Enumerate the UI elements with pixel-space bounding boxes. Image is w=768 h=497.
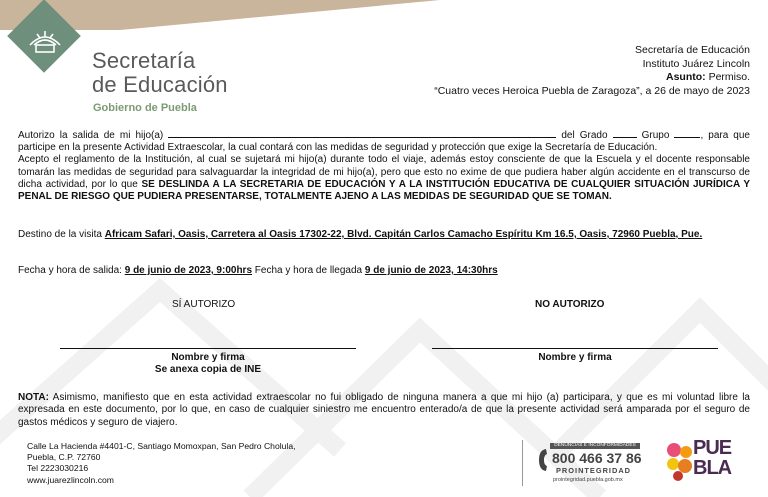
- signature-line-no[interactable]: [432, 348, 718, 349]
- header-subject: [434, 71, 750, 85]
- header-org: Secretaría de Educación: [635, 44, 750, 56]
- permission-body: [18, 128, 750, 203]
- complaints-phone: 800 466 37 86: [552, 450, 642, 466]
- destination-label: Destino de la visita: [18, 229, 105, 240]
- destination: [18, 226, 753, 244]
- note-text: Asimismo, manifiesto que en esta actividad extraescolar no fui obligado de ninguna manera a que mi hijo (a) participara, y que es mi voluntad libre la expresada en este documento, por lo que, en caso de cualquier siniestro me encuentro enterado/a de que la presente actividad será amparada por el seguro de gastos médicos y seguro de viajero.: [18, 392, 750, 428]
- brand-subtitle: Gobierno de Puebla: [93, 102, 197, 114]
- body-p1-c: Grupo: [636, 130, 675, 141]
- puebla-wordmark-top: PUE: [693, 437, 732, 459]
- brand-name-line2: de Educación: [92, 72, 228, 97]
- prointegridad-label: PROINTEGRIDAD: [556, 466, 632, 475]
- prointegridad-url: prointegridad.puebla.gob.mx: [553, 477, 623, 483]
- departure-label: Fecha y hora de salida:: [18, 265, 125, 276]
- subject-label: Asunto:: [665, 71, 706, 83]
- brand-emblem-icon: [22, 27, 68, 57]
- child-name-field[interactable]: [168, 128, 556, 138]
- header-band: [0, 0, 768, 30]
- subject-value: Permiso.: [705, 71, 750, 83]
- note-paragraph: [18, 392, 750, 429]
- header-school: Instituto Juárez Lincoln: [642, 57, 750, 70]
- body-p2: Acepto el reglamento de la Institución, al cual se sujetará mi hijo(a) durante todo el viaje, además estoy consciente de que la Escuela y el docente responsable tomarán las medidas de seguridad para salvaguardar la integridad de mi hijo(a), pero que esto no exime de que pudiera haber algún accidente en el transcurso de dicha actividad, por lo que: [18, 154, 750, 190]
- body-p2-disclaimer: SE DESLINDA A LA SECRETARIA DE EDUCACIÓN Y A LA INSTITUCIÓN EDUCATIVA DE CUALQUIER SITUACIÓN JURÍDICA Y PENAL DE RIESGO QUE PUDIERA PRESENTARSE, TOTALMENTE AJENO A LAS MEDIDAS DE SEGURIDAD QUE SE TOMAN.: [18, 178, 751, 203]
- footer-divider: [522, 440, 523, 486]
- complaints-label: DENUNCIAS E INCONFORMIDADES: [550, 443, 640, 449]
- brand-name-line1: Secretaría: [92, 48, 196, 73]
- note-label: NOTA:: [18, 392, 49, 403]
- grade-field[interactable]: [613, 128, 637, 138]
- authorize-yes-label: SÍ AUTORIZO: [172, 299, 236, 310]
- header-date: “Cuatro veces Heroica Puebla de Zaragoza”, a 26 de mayo de 2023: [434, 84, 750, 97]
- authorize-no-label: NO AUTORIZO: [535, 299, 605, 310]
- group-field[interactable]: [674, 128, 700, 138]
- destination-value: Africam Safari, Oasis, Carretera al Oasis 17302-22, Blvd. Capitán Carlos Camacho Espíritu Km 16.5, Oasis, 72960 Puebla, Pue.: [104, 229, 703, 240]
- signature-caption-no: Nombre y firma: [538, 352, 612, 363]
- body-p1-a: Autorizo la salida de mi hijo(a): [18, 130, 164, 141]
- body-p1-b: del Grado: [556, 130, 613, 141]
- body-p1-d: , para que participe en la presente Actividad Extraescolar, la cual contará con las medidas de seguridad y protección que exige la Secretaría de Educación.: [18, 130, 750, 154]
- signature-yes-name: Nombre y firma: [171, 352, 245, 363]
- signature-caption-yes: [60, 352, 356, 376]
- address-line1: Calle La Hacienda #4401-C, Santiago Momoxpan, San Pedro Cholula,: [27, 441, 296, 451]
- phone-icon: [536, 447, 550, 473]
- address-phone: Tel 2223030216: [27, 463, 89, 474]
- address-website[interactable]: www.juarezlincoln.com: [27, 474, 114, 485]
- trip-times: [18, 265, 498, 276]
- signature-line-yes[interactable]: [60, 348, 356, 349]
- footer-address: [27, 441, 295, 486]
- signature-yes-note: Se anexa copia de INE: [154, 364, 262, 375]
- departure-value: 9 de junio de 2023, 9:00hrs: [124, 265, 253, 276]
- arrival-value: 9 de junio de 2023, 14:30hrs: [364, 265, 498, 276]
- letter-header: [434, 44, 750, 98]
- arrival-label: Fecha y hora de llegada: [252, 265, 365, 276]
- puebla-wordmark-bottom: BLA: [693, 457, 732, 479]
- address-line2: Puebla, C.P. 72760: [27, 452, 101, 463]
